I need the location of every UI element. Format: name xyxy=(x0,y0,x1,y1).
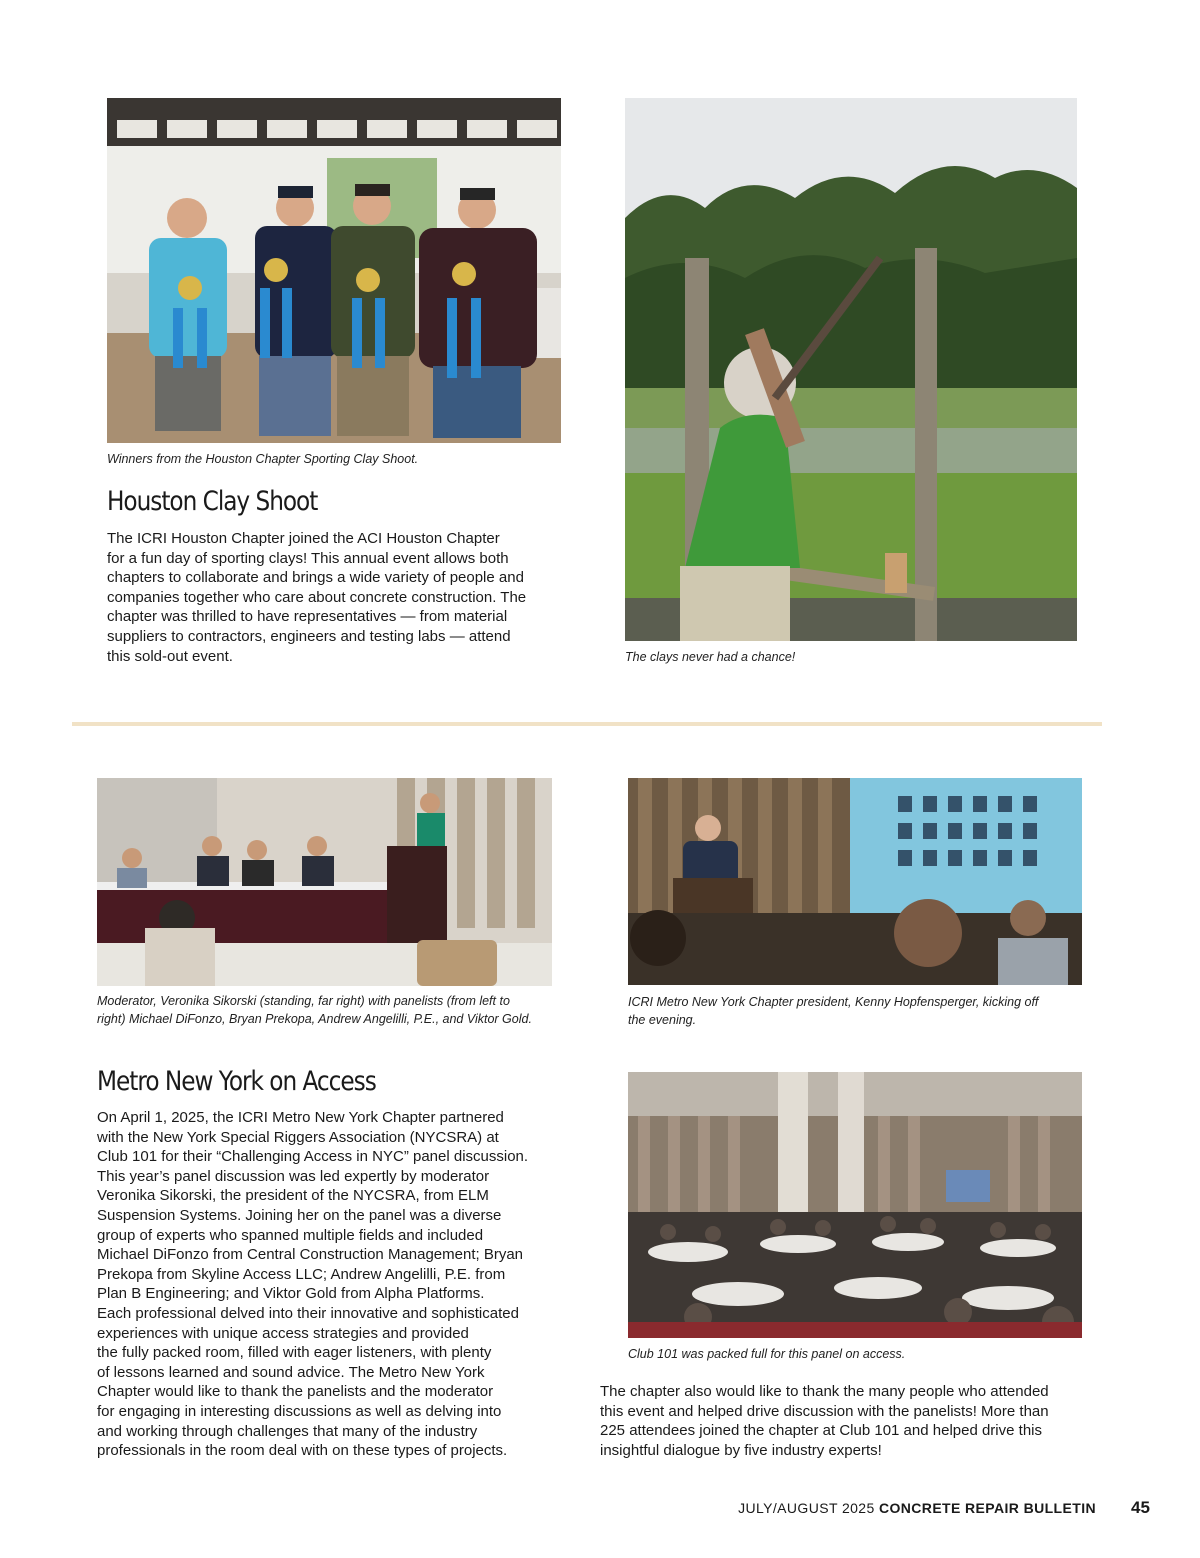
metro-closing-line: 225 attendees joined the chapter at Club 101 and helped drive this xyxy=(600,1422,1042,1440)
metro-body-line: and working through challenges that many of the industry xyxy=(97,1422,478,1440)
metro-body-line: Chapter would like to thank the panelists and the moderator xyxy=(97,1383,494,1401)
metro-body-line: group of experts who spanned multiple fields and included xyxy=(97,1226,484,1244)
page-footer xyxy=(738,1500,1096,1516)
metro-body-line: This year’s panel discussion was led expertly by moderator xyxy=(97,1167,490,1185)
metro-body-line: Prekopa from Skyline Access LLC; Andrew Angelilli, P.E. from xyxy=(97,1265,506,1283)
packed-room-caption: Club 101 was packed full for this panel on access. xyxy=(628,1347,906,1361)
metro-body-line: the fully packed room, filled with eager listeners, with plenty xyxy=(97,1344,492,1362)
houston-body-line: The ICRI Houston Chapter joined the ACI Houston Chapter xyxy=(107,530,500,547)
president-photo-caption xyxy=(628,993,1098,1029)
metro-closing xyxy=(600,1382,1100,1460)
panel-discussion-photo xyxy=(97,778,552,986)
metro-body-line: with the New York Special Riggers Association (NYCSRA) at xyxy=(97,1128,499,1146)
caption-line: the evening. xyxy=(628,1013,697,1027)
clay-shooter-photo xyxy=(625,98,1077,641)
panel-photo-caption xyxy=(97,992,587,1028)
issue-date: JULY/AUGUST 2025 xyxy=(738,1500,875,1516)
metro-body-line: Veronika Sikorski, the president of the NYCSRA, from ELM xyxy=(97,1187,489,1205)
metro-body-line: experiences with unique access strategies and provided xyxy=(97,1324,469,1342)
metro-body xyxy=(97,1108,587,1461)
publication-name: CONCRETE REPAIR BULLETIN xyxy=(878,1500,1096,1516)
metro-body-line: Club 101 for their “Challenging Access in NYC” panel discussion. xyxy=(97,1148,529,1166)
caption-line: right) Michael DiFonzo, Bryan Prekopa, Andrew Angelilli, P.E., and Viktor Gold. xyxy=(97,1012,532,1026)
metro-body-line: Plan B Engineering; and Viktor Gold from Alpha Platforms. xyxy=(97,1285,485,1303)
houston-body-line: this sold-out event. xyxy=(107,647,233,665)
page-number: 45 xyxy=(1131,1498,1150,1517)
packed-room-photo xyxy=(628,1072,1082,1338)
houston-body-line: chapter was thrilled to have representatives — from material xyxy=(107,608,508,626)
metro-body-line: On April 1, 2025, the ICRI Metro New York Chapter partnered xyxy=(97,1109,504,1126)
metro-closing-line: this event and helped drive discussion with the panelists! More than xyxy=(600,1402,1049,1420)
trophy-winners-photo xyxy=(107,98,561,443)
houston-body-line: chapters to collaborate and brings a wide variety of people and xyxy=(107,569,524,587)
metro-body-line: of lessons learned and sound advice. The Metro New York xyxy=(97,1363,485,1381)
shooter-photo-caption: The clays never had a chance! xyxy=(625,650,796,664)
chapter-president-photo xyxy=(628,778,1082,985)
houston-headline: Houston Clay Shoot xyxy=(107,486,318,517)
caption-line: Moderator, Veronika Sikorski (standing, far right) with panelists (from left to xyxy=(97,994,510,1008)
metro-body-line: Each professional delved into their innovative and sophisticated xyxy=(97,1304,519,1322)
houston-body xyxy=(107,529,577,666)
caption-line: ICRI Metro New York Chapter president, Kenny Hopfensperger, kicking off xyxy=(628,995,1039,1009)
houston-body-line: for a fun day of sporting clays! This annual event allows both xyxy=(107,549,509,567)
houston-body-line: suppliers to contractors, engineers and testing labs — attend xyxy=(107,627,511,645)
metro-closing-line: insightful dialogue by five industry experts! xyxy=(600,1441,882,1459)
metro-headline: Metro New York on Access xyxy=(97,1066,376,1097)
houston-body-line: companies together who care about concrete construction. The xyxy=(107,588,527,606)
trophy-photo-caption: Winners from the Houston Chapter Sporting Clay Shoot. xyxy=(107,452,419,466)
section-divider xyxy=(72,722,1102,726)
metro-body-line: professionals in the room deal with on these types of projects. xyxy=(97,1442,508,1460)
metro-body-line: for engaging in interesting discussions as well as delving into xyxy=(97,1402,502,1420)
metro-body-line: Suspension Systems. Joining her on the panel was a diverse xyxy=(97,1206,502,1224)
metro-closing-line: The chapter also would like to thank the many people who attended xyxy=(600,1383,1049,1400)
metro-body-line: Michael DiFonzo from Central Construction Management; Bryan xyxy=(97,1246,524,1264)
